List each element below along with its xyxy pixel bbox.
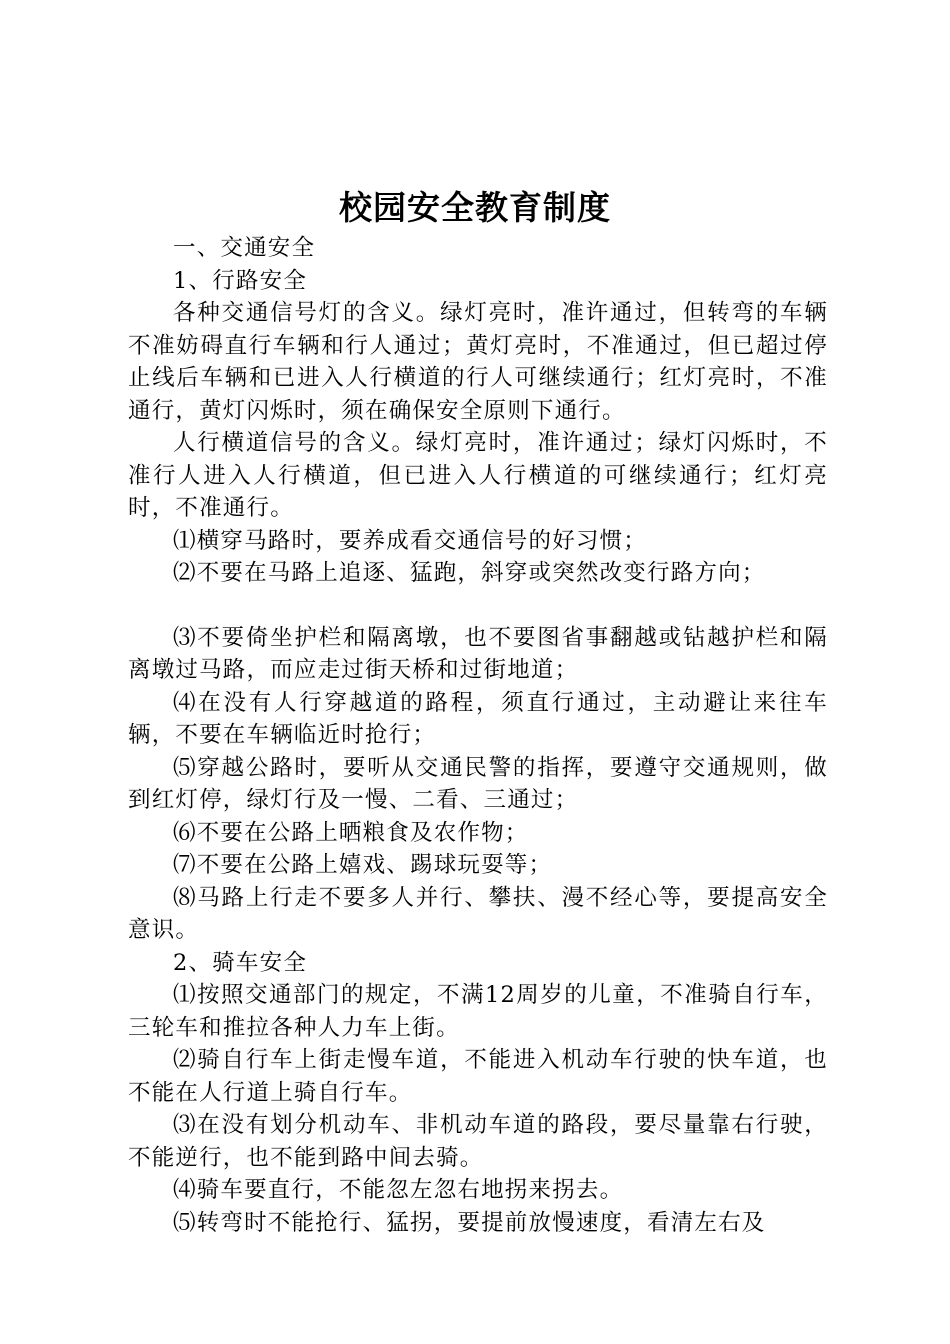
list-item: ⑴横穿马路时，要养成看交通信号的好习惯； [173,527,648,554]
list-item: ⑵骑自行车上街走慢车道，不能进入机动车行驶的快车道，也不能在人行道上骑自行车。 [128,1047,828,1106]
list-item: ⑶不要倚坐护栏和隔离墩，也不要图省事翻越或钻越护栏和隔离墩过马路，而应走过街天桥和过街地道； [128,624,828,683]
list-item: ⑻马路上行走不要多人并行、攀扶、漫不经心等，要提高安全意识。 [128,884,828,943]
blank-line [128,590,828,622]
list-item: ⑺不要在公路上嬉戏、踢球玩耍等； [173,852,553,878]
list-item: ⑸转弯时不能抢行、猛拐，要提前放慢速度，看清左右及 [173,1209,766,1236]
list-item: ⑴按照交通部门的规定，不满12周岁的儿童，不准骑自行车，三轮车和推拉各种人力车上街。 [128,982,828,1041]
list-item: ⑹不要在公路上晒粮食及农作物； [173,819,529,846]
subsection-heading-cycling: 2、骑车安全 [173,949,308,976]
list-item: ⑵不要在马路上追逐、猛跑，斜穿或突然改变行路方向； [173,560,766,586]
paragraph-traffic-lights: 各种交通信号灯的含义。绿灯亮时，准许通过，但转弯的车辆不准妨碍直行车辆和行人通过；黄灯亮时，不准通过，但已超过停止线后车辆和已进入人行横道的行人可继续通行；红灯亮时，不准通行，黄灯闪烁时，须在确保安全原则下通行。 [128,300,828,424]
list-item: ⑷在没有人行穿越道的路程，须直行通过，主动避让来往车辆，不要在车辆临近时抢行； [128,689,828,748]
list-item: ⑷骑车要直行，不能忽左忽右地拐来拐去。 [173,1177,624,1203]
list-item: ⑸穿越公路时，要听从交通民警的指挥，要遵守交通规则，做到红灯停，绿灯行及一慢、二看、三通过； [128,754,828,813]
paragraph-crosswalk-signals: 人行横道信号的含义。绿灯亮时，准许通过；绿灯闪烁时，不准行人进入人行横道，但已进入人行横道的可继续通行；红灯亮时，不准通行。 [128,430,828,521]
subsection-heading-walking: 1、行路安全 [173,267,308,294]
list-item: ⑶在没有划分机动车、非机动车道的路段，要尽量靠右行驶，不能逆行，也不能到路中间去骑。 [128,1112,828,1171]
section-heading-traffic: 一、交通安全 [173,235,316,261]
document-body [128,232,828,1239]
document-title: 校园安全教育制度 [339,188,611,227]
